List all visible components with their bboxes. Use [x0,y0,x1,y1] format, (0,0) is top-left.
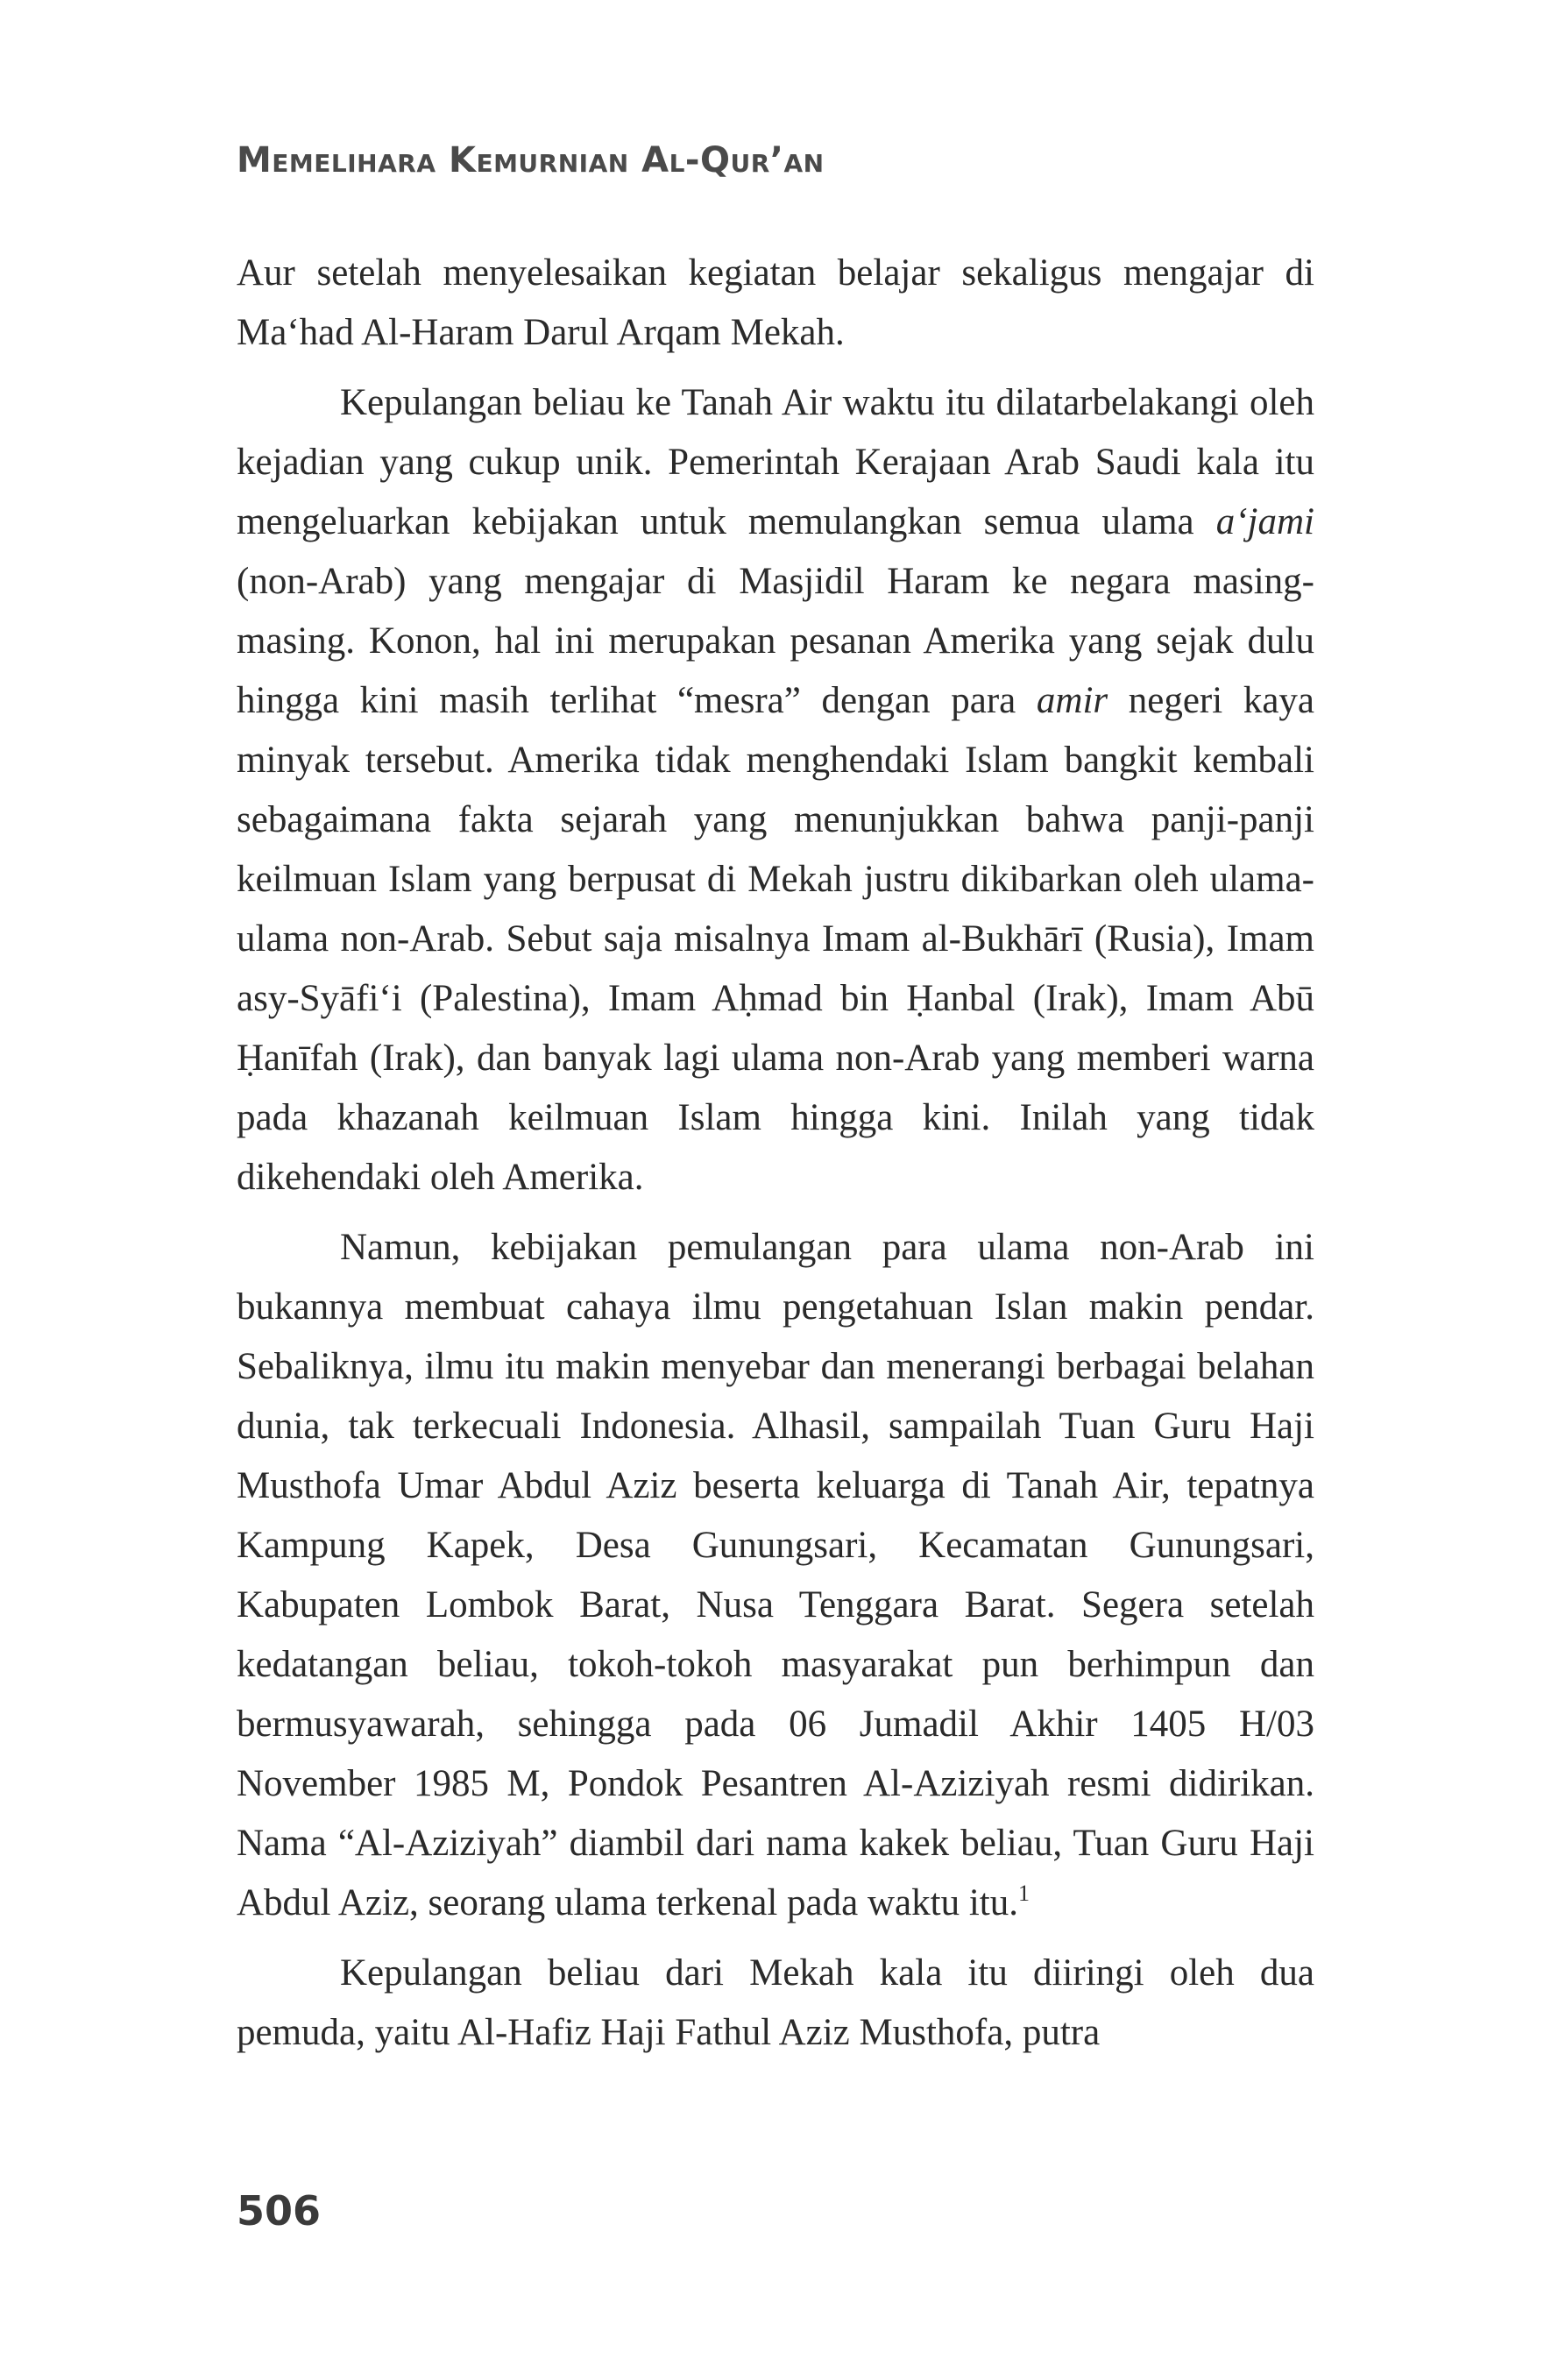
paragraph-2-part-a: Kepulangan beliau ke Tanah Air waktu itu dilatarbelakangi oleh kejadian yang cukup unik. Pemerintah Kerajaan Arab Saudi kala itu mengeluarkan kebijakan untuk memulangkan semua ulama [237,382,1314,542]
paragraph-2-part-c: negeri kaya minyak tersebut. Amerika tidak menghendaki Islam bangkit kembali sebagaimana fakta sejarah yang menunjukkan bahwa panji-panji keilmuan Islam yang berpusat di Mekah justru dikibarkan oleh ulama-ulama non-Arab. Sebut saja misalnya Imam al-Bukhārī (Rusia), Imam asy-Syāfi‘i (Palestina), Imam Aḥmad bin Ḥanbal (Irak), Imam Abū Ḥanīfah (Irak), dan banyak lagi ulama non-Arab yang memberi warna pada khazanah keilmuan Islam hingga kini. Inilah yang tidak dikehendaki oleh Amerika. [237,680,1315,1198]
page-number: 506 [237,2187,322,2235]
paragraph-1: Aur setelah menyelesaikan kegiatan belajar sekaligus mengajar di Ma‘had Al-Haram Darul Arqam Mekah. [237,252,1314,353]
paragraph-3 [237,1218,1314,1933]
paragraph-2 [237,373,1314,1208]
paragraph-3-text: Namun, kebijakan pemulangan para ulama non-Arab ini bukannya membuat cahaya ilmu pengetahuan Islan makin pendar. Sebaliknya, ilmu itu makin menyebar dan menerangi berbagai belahan dunia, tak terkecuali Indonesia. Alhasil, sampailah Tuan Guru Haji Musthofa Umar Abdul Aziz beserta keluarga di Tanah Air, tepatnya Kampung Kapek, Desa Gunungsari, Kecamatan Gunungsari, Kabupaten Lombok Barat, Nusa Tenggara Barat. Segera setelah kedatangan beliau, tokoh-tokoh masyarakat pun berhimpun dan bermusyawarah, sehingga pada 06 Jumadil Akhir 1405 H/03 November 1985 M, Pondok Pesantren Al-Aziziyah resmi didirikan. Nama “Al-Aziziyah” diambil dari nama kakek beliau, Tuan Guru Haji Abdul Aziz, seorang ulama terkenal pada waktu itu. [237,1227,1314,1923]
italic-term-amir: amir [1036,680,1108,721]
body-text [237,244,1314,2063]
paragraph-4: Kepulangan beliau dari Mekah kala itu diiringi oleh dua pemuda, yaitu Al-Hafiz Haji Fathul Aziz Musthofa, putra [237,1952,1314,2053]
footnote-ref-1[interactable]: 1 [1017,1881,1030,1906]
running-header: Memelihara Kemurnian Al-Qur’an [237,140,825,181]
paragraph-2-part-b: (non-Arab) yang mengajar di Masjidil Haram ke negara masing-masing. Konon, hal ini merupakan pesanan Amerika yang sejak dulu hingga kini masih terlihat “mesra” dengan para [237,561,1314,721]
italic-term-ajami: a‘jami [1215,501,1314,542]
